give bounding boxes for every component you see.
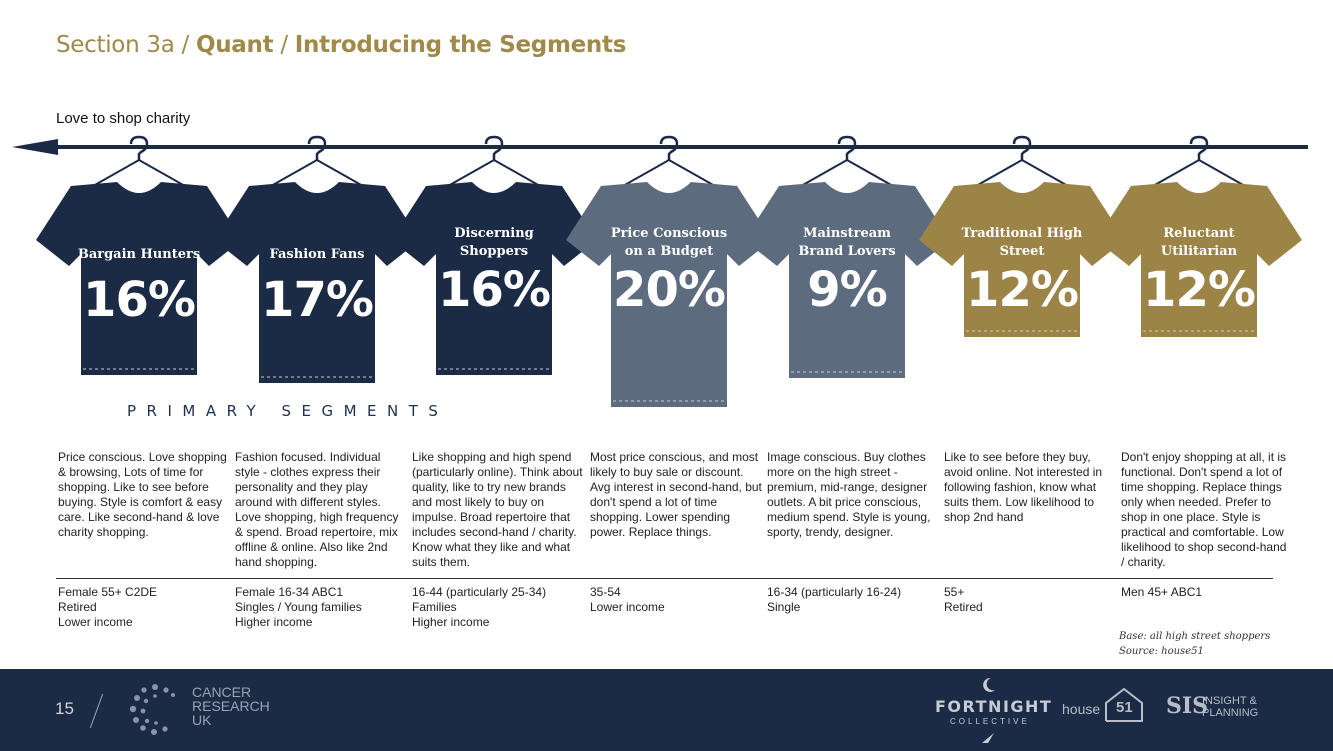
fortnight-wordmark: FORTNIGHT <box>935 697 1053 716</box>
segment-demographics <box>1121 585 1293 600</box>
base-note <box>1119 629 1270 659</box>
part-label: Quant <box>195 32 274 58</box>
segment-description: Like shopping and high spend (particularly online). Think about quality, like to try new brands and most likely to buy on impulse. Broad repertoire that includes second-hand / charity. Know what they like and what suits them. <box>412 450 583 569</box>
segment-description: Image conscious. Buy clothes more on the high street - premium, mid-range, designer outlets. A bit price conscious, medium spend. Style is young, sporty, trendy, designer. <box>767 450 931 539</box>
demographic-line: Men 45+ ABC1 <box>1121 585 1203 599</box>
moon-icon <box>982 677 996 693</box>
segment-name: Fashion Fans <box>269 247 365 262</box>
segment-description: Most price conscious, and most likely to buy sale or discount. Avg interest in second-hand, but don't spend a lot of time shopping. Lower spending power. Replace things. <box>590 450 762 539</box>
primary-segments-label: PRIMARY SEGMENTS <box>127 402 449 420</box>
demographic-line: Lower income <box>58 615 133 629</box>
segment-demographics <box>944 585 1116 615</box>
house51-word: house <box>1062 701 1101 717</box>
arrow-head-icon <box>12 139 58 155</box>
sls-wordmark: INSIGHT & PLANNING <box>1202 695 1259 719</box>
segment-name: Discerning Shoppers <box>454 226 534 259</box>
base-line: Base: all high street shoppers <box>1119 631 1271 642</box>
section-label: Section 3a <box>56 32 175 58</box>
segment-percentage: 17% <box>261 272 373 328</box>
segment-percentage: 9% <box>807 262 887 318</box>
source-line: Source: house51 <box>1119 646 1204 657</box>
demographic-line: 35-54 <box>590 585 621 599</box>
demographic-line: Female 55+ C2DE <box>58 585 158 599</box>
fortnight-subtitle: COLLECTIVE <box>950 717 1030 726</box>
house51-number: 51 <box>1116 699 1133 716</box>
segment-percentage: 16% <box>83 272 195 328</box>
demographic-line: Retired <box>944 600 983 614</box>
sls-logo-icon: SIS <box>1166 693 1209 719</box>
page-number: 15 <box>55 699 74 718</box>
segment-percentage: 16% <box>438 262 550 318</box>
segment-demographics <box>235 585 407 630</box>
segment-name: Price Conscious on a Budget <box>610 226 728 259</box>
demographic-line: Retired <box>58 600 97 614</box>
segment-demographics <box>767 585 939 615</box>
footer <box>0 669 1333 751</box>
demographic-line: Lower income <box>590 600 665 614</box>
segment-percentage: 20% <box>613 262 725 318</box>
segment-name: Traditional High Street <box>961 226 1083 259</box>
paper-plane-icon <box>982 733 994 743</box>
segment-description: Don't enjoy shopping at all, it is functional. Don't spend a lot of time shopping. Replace things only when needed. Prefer to shop in one place. Style is practical and comfortable. Low likelihood to shop second-hand / charity. <box>1121 450 1287 569</box>
axis-label: Love to shop charity <box>56 110 191 127</box>
segment-name: Mainstream Brand Lovers <box>798 226 896 259</box>
subtitle-label: Introducing the Segments <box>294 32 627 58</box>
segment-percentage: 12% <box>1143 262 1255 318</box>
footer-divider <box>90 694 103 728</box>
title-separator: / <box>273 32 295 58</box>
demographic-line: 55+ <box>944 585 965 599</box>
demographic-line: Higher income <box>412 615 490 629</box>
demographic-line: Female 16-34 ABC1 <box>235 585 344 599</box>
segment-name: Reluctant Utilitarian <box>1160 226 1238 259</box>
demographic-line: 16-34 (particularly 16-24) <box>767 585 902 599</box>
title-separator: / <box>174 32 196 58</box>
demographic-line: Families <box>412 600 457 614</box>
demographic-line: 16-44 (particularly 25-34) <box>412 585 547 599</box>
segment-description: Price conscious. Love shopping & browsing, Lots of time for shopping. Like to see before buying. Style is comfort & easy care. Like second-hand & love charity shopping. <box>58 450 227 539</box>
cancer-research-wordmark: CANCER RESEARCH UK <box>192 684 270 728</box>
segment-demographics <box>58 585 230 630</box>
divider-rule <box>56 578 1273 579</box>
cancer-research-logo-icon <box>126 681 184 739</box>
segment-percentage: 12% <box>966 262 1078 318</box>
segment-description: Fashion focused. Individual style - clothes express their personality and they play around with different styles. Love shopping, high frequency & spend. Broad repertoire, mix offline & online. Also like 2nd hand shopping. <box>235 450 399 569</box>
demographic-line: Higher income <box>235 615 313 629</box>
segment-demographics <box>412 585 584 630</box>
segment-demographics <box>590 585 762 615</box>
segment-name: Bargain Hunters <box>77 247 201 262</box>
demographic-line: Singles / Young families <box>235 600 362 614</box>
demographic-line: Single <box>767 600 801 614</box>
segment-description: Like to see before they buy, avoid online. Not interested in following fashion, know what suits them. Low likelihood to shop 2nd hand <box>944 450 1103 524</box>
